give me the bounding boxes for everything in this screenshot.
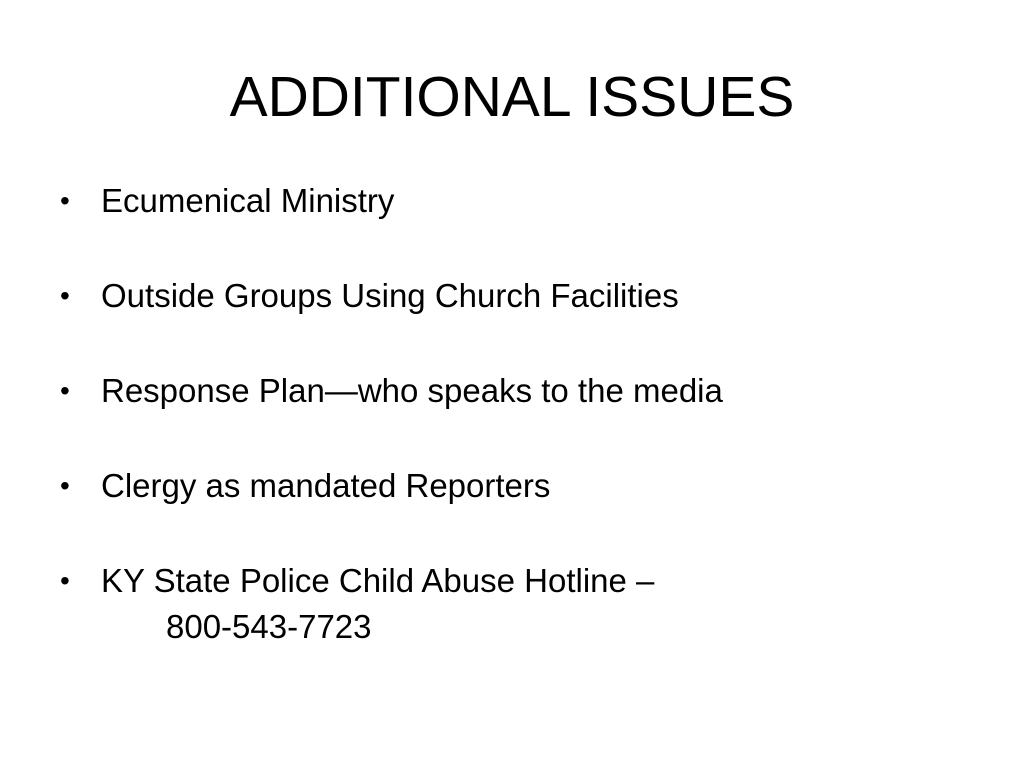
bullet-text: Response Plan—who speaks to the media	[101, 372, 723, 409]
list-item	[58, 463, 988, 509]
list-item	[58, 368, 988, 414]
list-item	[58, 178, 988, 224]
slide-title: ADDITIONAL ISSUES	[229, 65, 795, 129]
bullet-icon: •	[60, 565, 70, 596]
bullet-icon: •	[60, 280, 70, 311]
list-item	[58, 558, 988, 650]
bullet-text: Clergy as mandated Reporters	[101, 467, 551, 504]
bullet-icon: •	[60, 470, 70, 501]
bullet-icon: •	[60, 185, 70, 216]
bullet-icon: •	[60, 375, 70, 406]
hotline-phone-number: 800-543-7723	[166, 608, 372, 645]
bullet-text: Ecumenical Ministry	[101, 182, 395, 219]
bullet-text: KY State Police Child Abuse Hotline –	[101, 562, 655, 599]
bullet-list	[58, 178, 988, 699]
list-item	[58, 273, 988, 319]
bullet-text: Outside Groups Using Church Facilities	[101, 277, 679, 314]
